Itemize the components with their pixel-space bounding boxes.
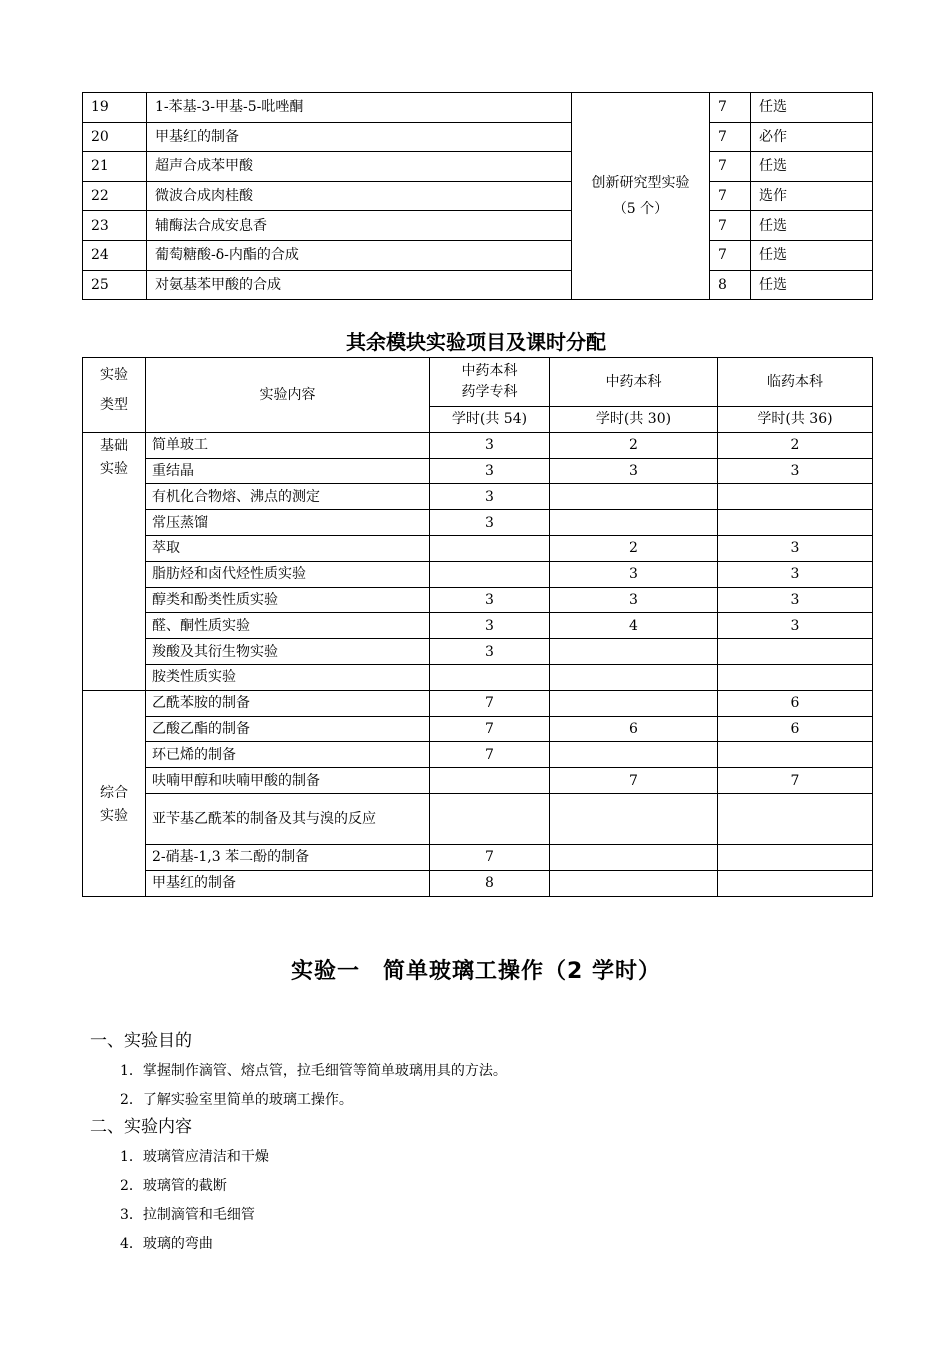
requirement: 任选 xyxy=(751,211,873,241)
table-row xyxy=(83,870,873,896)
hours-col2 xyxy=(550,664,718,690)
table-row xyxy=(83,639,873,665)
experiment-name: 有机化合物熔、沸点的测定 xyxy=(146,484,430,510)
hours-col2: 3 xyxy=(550,587,718,613)
experiment-hours: 7 xyxy=(710,122,751,152)
experiment-name: 2-硝基-1,3 苯二酚的制备 xyxy=(146,844,430,870)
purpose-item: 2．了解实验室里简单的玻璃工操作。 xyxy=(120,1092,353,1108)
experiment-name: 亚苄基乙酰苯的制备及其与溴的反应 xyxy=(146,793,430,844)
type-header-line1: 实验 xyxy=(100,367,128,383)
row-number: 20 xyxy=(83,122,147,152)
table-row xyxy=(83,432,873,458)
table-row xyxy=(83,716,873,742)
experiment-name: 超声合成苯甲酸 xyxy=(147,152,572,182)
hours-col1: 7 xyxy=(430,716,550,742)
header-row xyxy=(83,358,873,407)
experiment-name: 甲基红的制备 xyxy=(146,870,430,896)
table-row xyxy=(83,93,873,123)
section-heading-purpose: 一、实验目的 xyxy=(90,1031,192,1051)
hours-col3 xyxy=(718,664,873,690)
content-header: 实验内容 xyxy=(146,358,430,433)
experiment-name: 简单玻工 xyxy=(146,432,430,458)
hours-col1: 3 xyxy=(430,587,550,613)
hours-col3: 6 xyxy=(718,716,873,742)
section-heading-content: 二、实验内容 xyxy=(90,1117,192,1137)
experiment-hours: 7 xyxy=(710,211,751,241)
requirement: 任选 xyxy=(751,93,873,123)
table-row xyxy=(83,211,873,241)
hours-col3: 3 xyxy=(718,458,873,484)
table-row xyxy=(83,613,873,639)
experiment-name: 脂肪烃和卤代烃性质实验 xyxy=(146,561,430,587)
content-item: 3．拉制滴管和毛细管 xyxy=(120,1207,255,1223)
hours-col1 xyxy=(430,664,550,690)
col1-total-hours: 学时(共 54) xyxy=(430,407,550,433)
hours-col3 xyxy=(718,742,873,768)
hours-col1: 3 xyxy=(430,432,550,458)
experiment-name: 羧酸及其衍生物实验 xyxy=(146,639,430,665)
hours-col2 xyxy=(550,510,718,536)
hours-col2: 7 xyxy=(550,768,718,794)
hours-col1: 7 xyxy=(430,844,550,870)
hours-col3: 6 xyxy=(718,690,873,716)
table-row xyxy=(83,535,873,561)
requirement: 任选 xyxy=(751,240,873,270)
col1-header xyxy=(430,358,550,407)
experiment-name: 对氨基苯甲酸的合成 xyxy=(147,270,572,300)
table-row xyxy=(83,844,873,870)
experiment-name: 微波合成肉桂酸 xyxy=(147,181,572,211)
experiment-group-label xyxy=(572,93,710,300)
experiment-hours: 7 xyxy=(710,181,751,211)
hours-col1: 7 xyxy=(430,742,550,768)
hours-col3 xyxy=(718,639,873,665)
col2-total-hours: 学时(共 30) xyxy=(550,407,718,433)
hours-col3 xyxy=(718,510,873,536)
experiment-hours: 7 xyxy=(710,240,751,270)
type-label-line1: 基础 xyxy=(100,437,128,454)
requirement: 必作 xyxy=(751,122,873,152)
table-row xyxy=(83,561,873,587)
hours-col3 xyxy=(718,484,873,510)
table-row xyxy=(83,458,873,484)
experiment-name: 葡萄糖酸-δ-内酯的合成 xyxy=(147,240,572,270)
hours-col3: 3 xyxy=(718,535,873,561)
table-row xyxy=(83,664,873,690)
type-label-line2: 实验 xyxy=(100,460,128,477)
hours-col2: 2 xyxy=(550,535,718,561)
experiment-name: 胺类性质实验 xyxy=(146,664,430,690)
purpose-item: 1．掌握制作滴管、熔点管，拉毛细管等简单玻璃用具的方法。 xyxy=(120,1063,507,1079)
table-row xyxy=(83,122,873,152)
row-number: 24 xyxy=(83,240,147,270)
experiment-name: 乙酸乙酯的制备 xyxy=(146,716,430,742)
module-hours-table xyxy=(82,357,873,897)
experiment-hours: 7 xyxy=(710,93,751,123)
table-row xyxy=(83,484,873,510)
hours-col2: 4 xyxy=(550,613,718,639)
group-label-line2: （5 个） xyxy=(612,201,669,218)
table-row xyxy=(83,742,873,768)
table-row xyxy=(83,690,873,716)
experiment-name: 醇类和酚类性质实验 xyxy=(146,587,430,613)
hours-col1: 7 xyxy=(430,690,550,716)
type-label-line2: 实验 xyxy=(100,808,128,825)
hours-col2: 3 xyxy=(550,458,718,484)
experiment-name: 重结晶 xyxy=(146,458,430,484)
col3-header: 临药本科 xyxy=(718,358,873,407)
experiment-name: 常压蒸馏 xyxy=(146,510,430,536)
col1-header-line1: 中药本科 xyxy=(461,363,518,379)
experiment-name: 辅酶法合成安息香 xyxy=(147,211,572,241)
hours-col3 xyxy=(718,844,873,870)
hours-col3 xyxy=(718,870,873,896)
hours-col3: 7 xyxy=(718,768,873,794)
innovative-experiments-table xyxy=(82,92,873,300)
experiment-name: 乙酰苯胺的制备 xyxy=(146,690,430,716)
hours-col1 xyxy=(430,535,550,561)
basic-experiment-type xyxy=(83,432,146,690)
comprehensive-experiment-type xyxy=(83,690,146,896)
requirement: 任选 xyxy=(751,270,873,300)
experiment-title: 实验一 简单玻璃工操作（2 学时） xyxy=(291,959,661,984)
type-header xyxy=(83,358,146,433)
row-number: 19 xyxy=(83,93,147,123)
row-number: 23 xyxy=(83,211,147,241)
hours-col2 xyxy=(550,844,718,870)
table-row xyxy=(83,270,873,300)
hours-table-title: 其余模块实验项目及课时分配 xyxy=(346,330,606,354)
hours-col1 xyxy=(430,768,550,794)
hours-col1: 3 xyxy=(430,510,550,536)
hours-col2 xyxy=(550,484,718,510)
experiment-hours: 7 xyxy=(710,152,751,182)
hours-col1 xyxy=(430,561,550,587)
hours-col2 xyxy=(550,870,718,896)
hours-col2 xyxy=(550,793,718,844)
table-row xyxy=(83,240,873,270)
type-label-line1: 综合 xyxy=(100,785,128,802)
hours-col3: 2 xyxy=(718,432,873,458)
requirement: 任选 xyxy=(751,152,873,182)
row-number: 25 xyxy=(83,270,147,300)
group-label-line1: 创新研究型实验 xyxy=(591,175,690,192)
table-row xyxy=(83,181,873,211)
table-row xyxy=(83,768,873,794)
type-header-line2: 类型 xyxy=(100,397,128,413)
table-row xyxy=(83,793,873,844)
experiment-name: 1-苯基-3-甲基-5-吡唑酮 xyxy=(147,93,572,123)
row-number: 22 xyxy=(83,181,147,211)
hours-col2: 3 xyxy=(550,561,718,587)
table-row xyxy=(83,510,873,536)
experiment-hours: 8 xyxy=(710,270,751,300)
experiment-name: 呋喃甲醇和呋喃甲酸的制备 xyxy=(146,768,430,794)
hours-col1: 3 xyxy=(430,613,550,639)
experiment-name: 萃取 xyxy=(146,535,430,561)
table-row xyxy=(83,587,873,613)
hours-col3: 3 xyxy=(718,613,873,639)
col3-total-hours: 学时(共 36) xyxy=(718,407,873,433)
hours-col1: 8 xyxy=(430,870,550,896)
hours-col3: 3 xyxy=(718,587,873,613)
content-item: 2．玻璃管的截断 xyxy=(120,1178,227,1194)
col2-header: 中药本科 xyxy=(550,358,718,407)
hours-col3 xyxy=(718,793,873,844)
hours-col2 xyxy=(550,639,718,665)
experiment-name: 甲基红的制备 xyxy=(147,122,572,152)
hours-col2: 6 xyxy=(550,716,718,742)
hours-col2 xyxy=(550,690,718,716)
hours-col2 xyxy=(550,742,718,768)
hours-col1: 3 xyxy=(430,458,550,484)
hours-col3: 3 xyxy=(718,561,873,587)
experiment-name: 醛、酮性质实验 xyxy=(146,613,430,639)
table-row xyxy=(83,152,873,182)
content-item: 4．玻璃的弯曲 xyxy=(120,1236,213,1252)
hours-col1 xyxy=(430,793,550,844)
experiment-name: 环已烯的制备 xyxy=(146,742,430,768)
hours-col2: 2 xyxy=(550,432,718,458)
content-item: 1．玻璃管应清洁和干燥 xyxy=(120,1149,269,1165)
col1-header-line2: 药学专科 xyxy=(461,384,518,400)
hours-col1: 3 xyxy=(430,639,550,665)
hours-col1: 3 xyxy=(430,484,550,510)
requirement: 选作 xyxy=(751,181,873,211)
row-number: 21 xyxy=(83,152,147,182)
